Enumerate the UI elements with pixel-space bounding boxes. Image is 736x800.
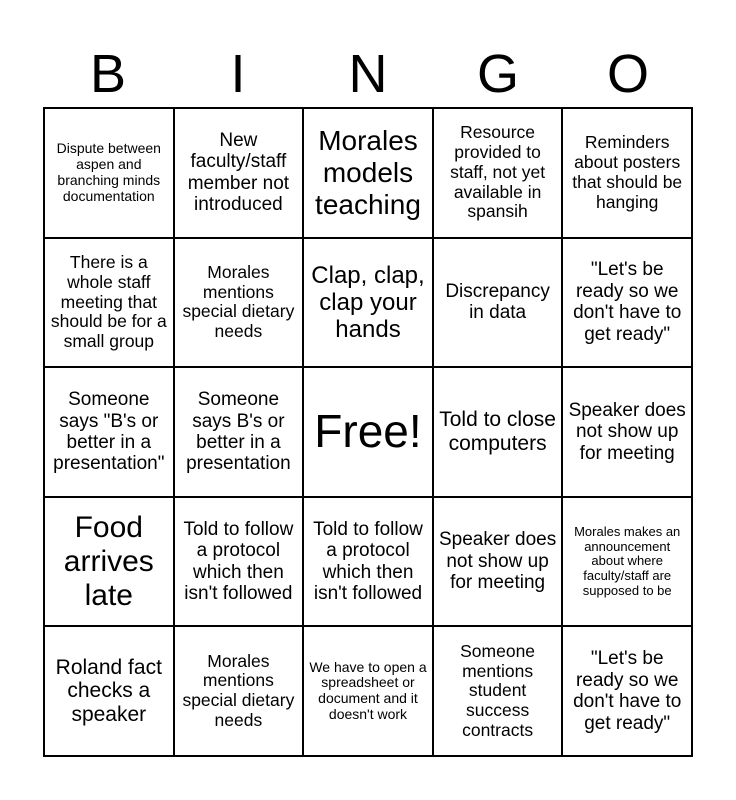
header-letter-o: O bbox=[606, 44, 649, 104]
bingo-cell[interactable]: Someone says B's or better in a presentation bbox=[175, 368, 305, 498]
bingo-cell[interactable]: Someone mentions student success contracts bbox=[434, 627, 564, 757]
bingo-cell[interactable]: Roland fact checks a speaker bbox=[45, 627, 175, 757]
bingo-cell[interactable]: Told to follow a protocol which then isn't followed bbox=[175, 498, 305, 628]
bingo-cell[interactable]: Morales models teaching bbox=[304, 109, 434, 239]
bingo-cell[interactable]: Morales mentions special dietary needs bbox=[175, 239, 305, 369]
bingo-cell[interactable]: Told to follow a protocol which then isn't followed bbox=[304, 498, 434, 628]
bingo-cell[interactable]: Resource provided to staff, not yet available in spansih bbox=[434, 109, 564, 239]
header-letter-n: N bbox=[348, 44, 388, 104]
bingo-cell[interactable]: Discrepancy in data bbox=[434, 239, 564, 369]
bingo-cell[interactable]: Morales mentions special dietary needs bbox=[175, 627, 305, 757]
bingo-cell[interactable]: Food arrives late bbox=[45, 498, 175, 628]
bingo-cell[interactable]: New faculty/staff member not introduced bbox=[175, 109, 305, 239]
bingo-cell[interactable]: Speaker does not show up for meeting bbox=[563, 368, 693, 498]
header-letter-i: I bbox=[230, 44, 246, 104]
bingo-cell[interactable]: Morales makes an announcement about where faculty/staff are supposed to be bbox=[563, 498, 693, 628]
bingo-grid bbox=[43, 107, 693, 757]
bingo-cell[interactable]: "Let's be ready so we don't have to get ready" bbox=[563, 627, 693, 757]
bingo-cell[interactable]: We have to open a spreadsheet or document and it doesn't work bbox=[304, 627, 434, 757]
bingo-cell[interactable]: Reminders about posters that should be hanging bbox=[563, 109, 693, 239]
bingo-cell[interactable]: Someone says "B's or better in a presentation" bbox=[45, 368, 175, 498]
bingo-cell[interactable]: Clap, clap, clap your hands bbox=[304, 239, 434, 369]
bingo-cell[interactable]: Speaker does not show up for meeting bbox=[434, 498, 564, 628]
header-letter-g: G bbox=[476, 44, 519, 104]
bingo-cell[interactable]: "Let's be ready so we don't have to get ready" bbox=[563, 239, 693, 369]
bingo-cell[interactable]: Told to close computers bbox=[434, 368, 564, 498]
header-letter-b: B bbox=[89, 44, 127, 104]
free-space-cell[interactable]: Free! bbox=[304, 368, 434, 498]
bingo-header bbox=[43, 40, 693, 108]
bingo-cell[interactable]: Dispute between aspen and branching minds documentation bbox=[45, 109, 175, 239]
bingo-cell[interactable]: There is a whole staff meeting that should be for a small group bbox=[45, 239, 175, 369]
